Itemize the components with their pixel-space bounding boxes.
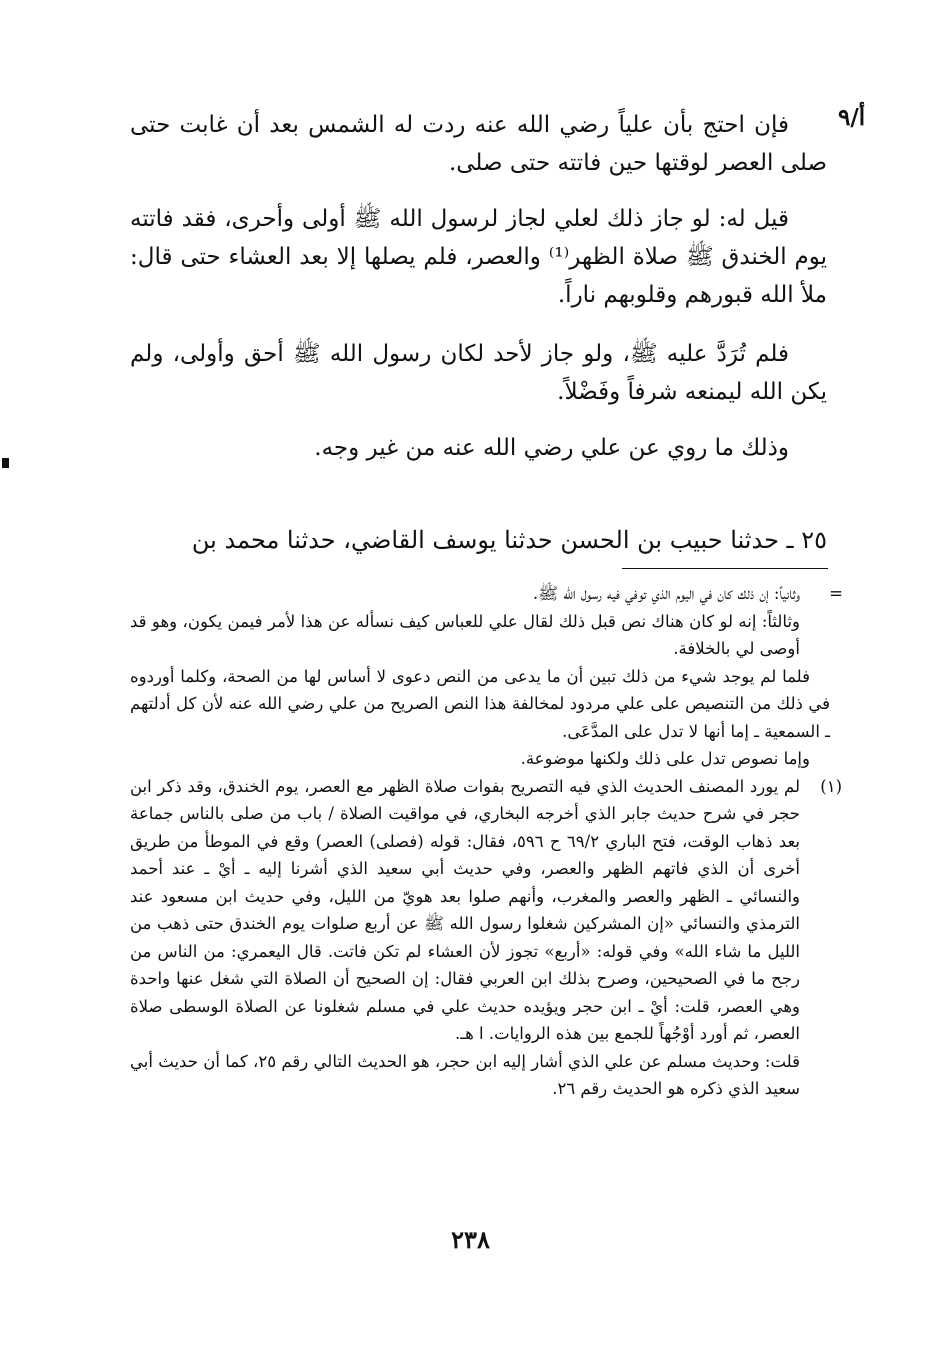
main-text-4: وذلك ما روي عن علي رضي الله عنه من غير وجه. bbox=[314, 435, 789, 461]
footnote-1 bbox=[130, 773, 842, 1048]
main-text-2: قيل له: لو جاز ذلك لعلي لجاز لرسول الله ﷺ أولى وأحرى، فقد فاتته يوم الخندق ﷺ صلاة الظهر⁽¹⁾ والعصر، فلم يصلها إلا بعد العشاء حتى قال: ملأ الله قبورهم وقلوبهم ناراً. bbox=[130, 206, 827, 308]
main-paragraph-4 bbox=[130, 429, 827, 467]
footnote-para-b: وإما نصوص تدل على ذلك ولكنها موضوعة. bbox=[520, 749, 810, 768]
main-text-1: فإن احتج بأن علياً رضي الله عنه ردت له الشمس بعد أن غابت حتى صلى العصر لوقتها حين فاتته حتى صلى. bbox=[130, 112, 827, 176]
footnote-thirdly bbox=[130, 608, 830, 663]
footnote-separator bbox=[622, 568, 828, 569]
main-paragraph-3 bbox=[130, 335, 827, 411]
hadith-25-text: ٢٥ ـ حدثنا حبيب بن الحسن حدثنا يوسف القاضي، حدثنا محمد بن bbox=[191, 526, 827, 554]
footnote-1-number: (١) bbox=[820, 776, 842, 796]
scan-mark bbox=[2, 458, 9, 468]
main-paragraph-2 bbox=[130, 200, 827, 314]
continuation-marker: = bbox=[829, 584, 843, 603]
main-paragraph-1 bbox=[130, 106, 827, 182]
page-number: ٢٣٨ bbox=[451, 1225, 490, 1254]
footnote-1-text: لم يورد المصنف الحديث الذي فيه التصريح بفوات صلاة الظهر مع العصر، يوم الخندق، وقد ذكر ابن حجر في شرح حديث جابر الذي أخرجه البخاري، في مواقيت الصلاة / باب من صلى بالناس جماعة بعد ذهاب الوقت، فتح الباري ٦٩/٢ ح ٥٩٦، فقال: قوله (فصلى) العصر) وقع في الموطأ من طريق أخرى أن الذي فاتهم الظهر والعصر، وفي حديث أبي سعيد الذي أشرنا إليه ـ أيْ ـ عند أحمد والنسائي ـ الظهر والعصر والمغرب، وأنهم صلوا بعد هويّ من الليل، وفي حديث ابن مسعود عند الترمذي والنسائي «إن المشركين شغلوا رسول الله ﷺ عن أربع صلوات يوم الخندق حتى ذهب من الليل ما شاء الله» وفي قوله: «أربع» تجوز لأن العشاء لم تكن فاتت. قال اليعمري: من الناس من رجح ما في الصحيحين، وصرح بذلك ابن العربي فقال: إن الصحيح أن الصلاة التي شغل عنها واحدة وهي العصر، قلت: أيْ ـ ابن حجر ويؤيده حديث علي في مسلم شغلونا عن الصلاة الوسطى صلاة العصر، ثم أورد أوْجُهاً للجمع بين هذه الروايات. ا هـ. bbox=[130, 776, 801, 1043]
footnote-secondly bbox=[130, 580, 843, 608]
footnotes bbox=[130, 580, 843, 1103]
footnote-secondly-text: وثانياً: إن ذلك كان في اليوم الذي توفي فيه رسول الله ﷺ. bbox=[532, 584, 800, 603]
footnote-1-comment bbox=[130, 1048, 830, 1103]
footnote-1-comment-text: قلت: وحديث مسلم عن علي الذي أشار إليه ابن حجر، هو الحديث التالي رقم ٢٥، كما أن حديث أبي سعيد الذي ذكره هو الحديث رقم ٢٦. bbox=[130, 1051, 800, 1098]
footnote-para-a: فلما لم يوجد شيء من ذلك تبين أن ما يدعى من النص دعوى لا أساس لها من الصحة، وكلما أوردوه في ذلك من التنصيص على علي مردود لمخالفة هذا النص الصريح من علي رضي الله عنه لأن كل أدلتهم ـ السمعية ـ إما أنها لا تدل على المدَّعَى. bbox=[130, 666, 830, 741]
footnote-thirdly-text: وثالثاً: إنه لو كان هناك نص قبل ذلك لقال علي للعباس كيف نسأله عن هذا لأمر فيمن يكون، وهو قد أوصى لي بالخلافة. bbox=[130, 611, 800, 658]
main-text-3: فلم تُرَدَّ عليه ﷺ، ولو جاز لأحد لكان رسول الله ﷺ أحق وأولى، ولم يكن الله ليمنعه شرفاً وفَضْلاً. bbox=[130, 341, 827, 405]
margin-folio-note: أ/٩ bbox=[838, 104, 866, 131]
hadith-25-heading bbox=[130, 521, 827, 559]
